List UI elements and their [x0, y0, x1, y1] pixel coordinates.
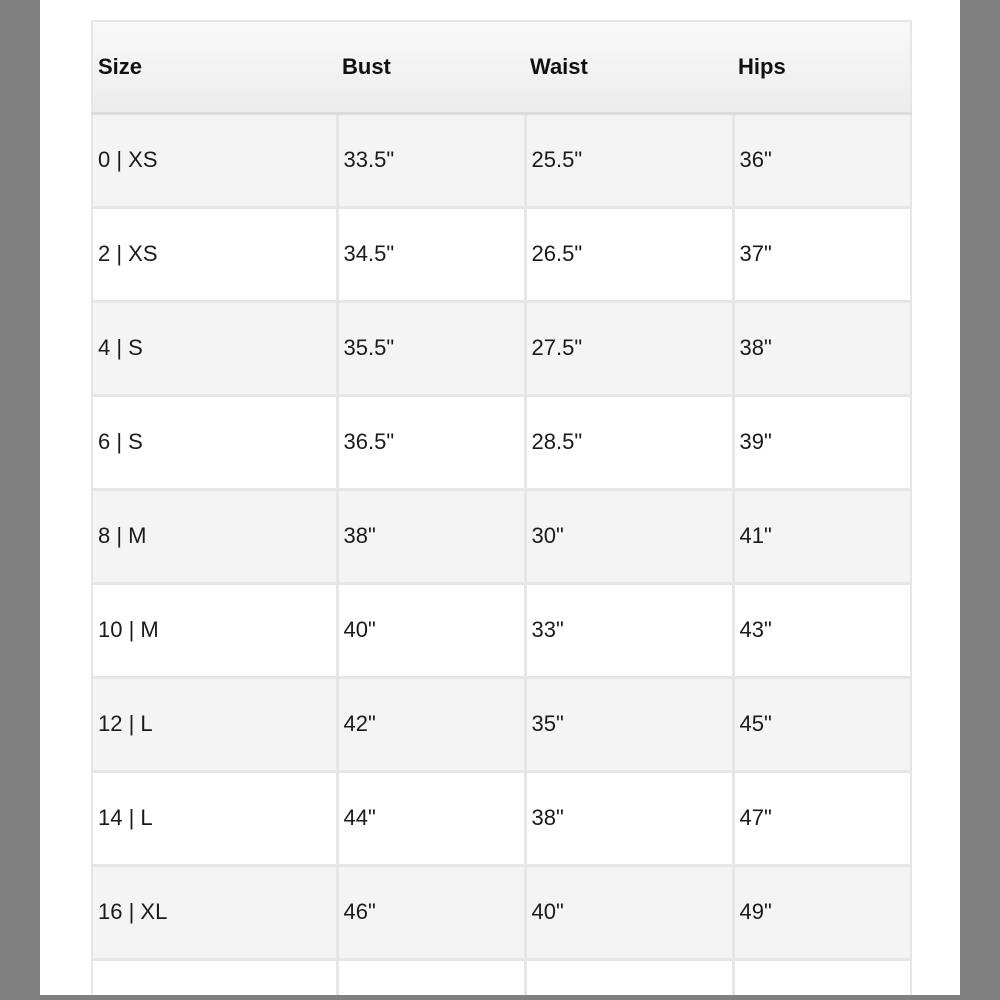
cell-bust: 35.5": [337, 301, 525, 395]
cell-size: 2 | XS: [92, 207, 337, 301]
size-chart-page: [40, 0, 960, 995]
cell-size: 0 | XS: [92, 113, 337, 207]
table-row: [92, 113, 911, 207]
cell-bust: 40": [337, 583, 525, 677]
cell-hips: 49": [733, 865, 911, 959]
cell-waist: 35": [525, 677, 733, 771]
table-row: [92, 771, 911, 865]
header-row: [92, 21, 911, 113]
cell-waist: 27.5": [525, 301, 733, 395]
cell-bust: 46": [337, 865, 525, 959]
cell-size: 12 | L: [92, 677, 337, 771]
cell-hips: 47": [733, 771, 911, 865]
table-row: [92, 301, 911, 395]
table-row: [92, 395, 911, 489]
cell-waist: 38": [525, 771, 733, 865]
cell-bust: 42": [337, 677, 525, 771]
cell-size: 6 | S: [92, 395, 337, 489]
table-row: [92, 865, 911, 959]
cell-empty: [92, 959, 337, 995]
cell-hips: 45": [733, 677, 911, 771]
cell-bust: 38": [337, 489, 525, 583]
cell-empty: [733, 959, 911, 995]
cell-bust: 33.5": [337, 113, 525, 207]
table-row: [92, 677, 911, 771]
table-row-cut-off: [92, 959, 911, 995]
cell-hips: 38": [733, 301, 911, 395]
cell-waist: 30": [525, 489, 733, 583]
header-bust: Bust: [337, 21, 525, 113]
cell-bust: 44": [337, 771, 525, 865]
header-waist: Waist: [525, 21, 733, 113]
cell-waist: 26.5": [525, 207, 733, 301]
cell-hips: 43": [733, 583, 911, 677]
cell-hips: 41": [733, 489, 911, 583]
cell-bust: 34.5": [337, 207, 525, 301]
size-chart-table: [91, 20, 912, 995]
cell-hips: 37": [733, 207, 911, 301]
table-row: [92, 489, 911, 583]
cell-size: 10 | M: [92, 583, 337, 677]
cell-waist: 28.5": [525, 395, 733, 489]
header-size: Size: [92, 21, 337, 113]
cell-size: 4 | S: [92, 301, 337, 395]
cell-waist: 33": [525, 583, 733, 677]
cell-empty: [525, 959, 733, 995]
table-row: [92, 583, 911, 677]
cell-hips: 36": [733, 113, 911, 207]
cell-waist: 25.5": [525, 113, 733, 207]
cell-hips: 39": [733, 395, 911, 489]
header-hips: Hips: [733, 21, 911, 113]
cell-empty: [337, 959, 525, 995]
cell-size: 8 | M: [92, 489, 337, 583]
cell-bust: 36.5": [337, 395, 525, 489]
table-row: [92, 207, 911, 301]
cell-size: 14 | L: [92, 771, 337, 865]
cell-waist: 40": [525, 865, 733, 959]
cell-size: 16 | XL: [92, 865, 337, 959]
